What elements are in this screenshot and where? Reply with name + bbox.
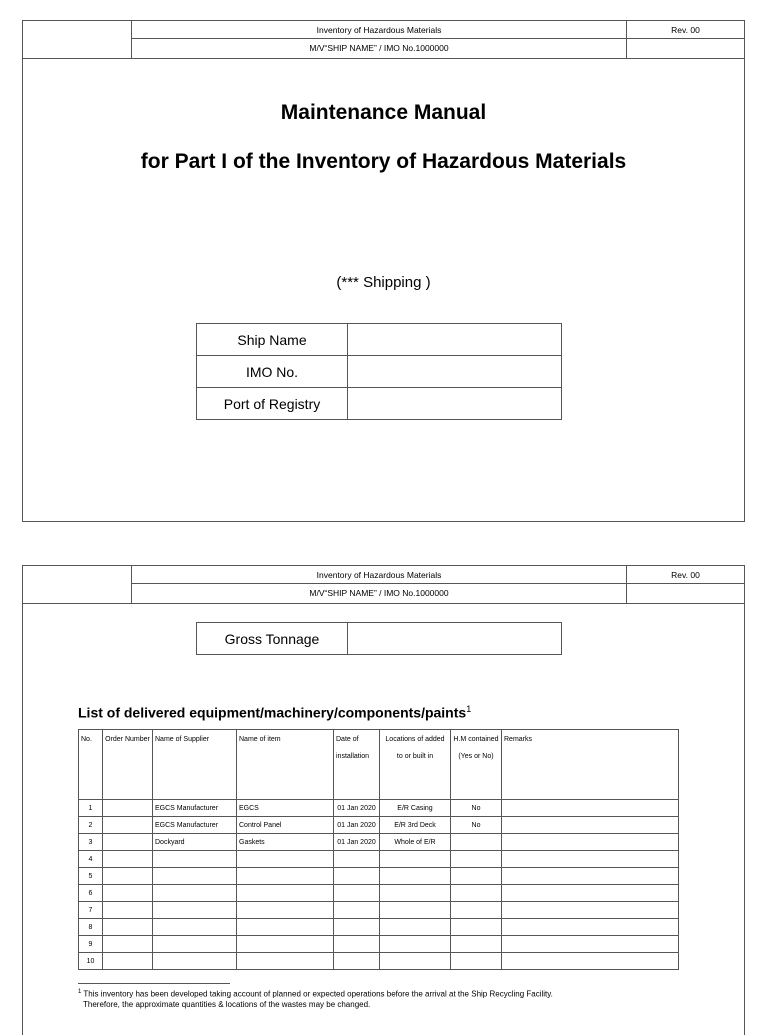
header-revision: Rev. 00: [627, 21, 744, 39]
gross-tonnage-row: [197, 623, 562, 655]
row-location: [380, 919, 451, 936]
ship-name-label: Ship Name: [197, 324, 348, 356]
row-remarks: [502, 953, 679, 970]
header-ship-imo: M/V“SHIP NAME” / IMO No.1000000: [309, 588, 449, 598]
table-row: [79, 885, 679, 902]
col-header-location: Locations of added to or built in: [380, 730, 451, 800]
header-logo-cell: [23, 21, 132, 59]
table-row: [79, 851, 679, 868]
row-item: [237, 885, 334, 902]
row-date: 01 Jan 2020: [334, 834, 380, 851]
row-remarks: [502, 834, 679, 851]
row-supplier: [153, 936, 237, 953]
row-supplier: Dockyard: [153, 834, 237, 851]
row-no: 2: [79, 817, 103, 834]
equipment-table: [78, 729, 679, 970]
row-location: [380, 868, 451, 885]
table-row: [79, 936, 679, 953]
page-header: [23, 566, 744, 604]
row-remarks: [502, 817, 679, 834]
header-revision-block: [626, 21, 744, 59]
row-item: [237, 902, 334, 919]
row-item: [237, 851, 334, 868]
row-supplier: [153, 851, 237, 868]
header-ship-imo: M/V“SHIP NAME” / IMO No.1000000: [309, 43, 449, 53]
company-name: (*** Shipping ): [336, 274, 431, 291]
port-label: Port of Registry: [197, 388, 348, 420]
port-row: [197, 388, 562, 420]
row-order-number: [103, 800, 153, 817]
row-date: [334, 885, 380, 902]
equipment-table-body: [79, 800, 679, 970]
footnote-reference: 1: [466, 704, 472, 714]
header-title: Inventory of Hazardous Materials: [132, 566, 626, 584]
row-hm-contained: [451, 936, 502, 953]
row-location: [380, 936, 451, 953]
header-title: Inventory of Hazardous Materials: [132, 21, 626, 39]
footnote-line-1: [78, 987, 718, 1000]
row-remarks: [502, 919, 679, 936]
col-header-supplier: Name of Supplier: [153, 730, 237, 800]
row-hm-contained: [451, 834, 502, 851]
row-supplier: [153, 953, 237, 970]
row-date: [334, 902, 380, 919]
row-location: [380, 902, 451, 919]
table-row: [79, 868, 679, 885]
table-row: [79, 800, 679, 817]
row-supplier: EGCS Manufacturer: [153, 817, 237, 834]
cover-page: [22, 20, 745, 522]
row-no: 5: [79, 868, 103, 885]
row-no: 10: [79, 953, 103, 970]
row-remarks: [502, 800, 679, 817]
row-date: [334, 868, 380, 885]
row-item: [237, 936, 334, 953]
row-no: 8: [79, 919, 103, 936]
row-order-number: [103, 885, 153, 902]
row-hm-contained: [451, 953, 502, 970]
header-logo-cell: [23, 566, 132, 604]
col-header-remarks: Remarks: [502, 730, 679, 800]
row-supplier: [153, 902, 237, 919]
row-hm-contained: No: [451, 800, 502, 817]
row-order-number: [103, 868, 153, 885]
row-no: 3: [79, 834, 103, 851]
row-item: [237, 953, 334, 970]
row-hm-contained: [451, 885, 502, 902]
row-item: [237, 868, 334, 885]
row-hm-contained: [451, 919, 502, 936]
row-location: E/R 3rd Deck: [380, 817, 451, 834]
row-no: 4: [79, 851, 103, 868]
table-row: [79, 817, 679, 834]
row-hm-contained: [451, 868, 502, 885]
row-date: [334, 953, 380, 970]
row-item: Gaskets: [237, 834, 334, 851]
table-row: [79, 902, 679, 919]
equipment-list-title-text: List of delivered equipment/machinery/components/paints: [78, 704, 467, 721]
header-title-block: [132, 21, 626, 59]
col-header-date: Date of installation: [334, 730, 380, 800]
row-order-number: [103, 919, 153, 936]
col-header-order-number: Order Number: [103, 730, 153, 800]
col-header-no: No.: [79, 730, 103, 800]
col-header-hm-contained: H.M contained (Yes or No): [451, 730, 502, 800]
footnote-text-1: This inventory has been developed taking account of planned or expected operations before the arrival at the Ship Recycling Facility.: [83, 989, 553, 999]
document-title: Maintenance Manual: [280, 101, 487, 124]
row-item: [237, 919, 334, 936]
row-hm-contained: [451, 902, 502, 919]
ship-name-value: [348, 324, 562, 356]
table-row: [79, 919, 679, 936]
row-order-number: [103, 834, 153, 851]
row-supplier: [153, 919, 237, 936]
document-subtitle: for Part I of the Inventory of Hazardous Materials: [140, 150, 627, 173]
row-supplier: EGCS Manufacturer: [153, 800, 237, 817]
row-order-number: [103, 902, 153, 919]
row-no: 9: [79, 936, 103, 953]
equipment-list-title: [78, 704, 471, 721]
ship-name-row: [197, 324, 562, 356]
row-item: EGCS: [237, 800, 334, 817]
row-location: Whole of E/R: [380, 834, 451, 851]
page-header: [23, 21, 744, 59]
gross-tonnage-value: [348, 623, 562, 655]
row-location: [380, 953, 451, 970]
ship-info-table: [196, 323, 562, 420]
row-remarks: [502, 885, 679, 902]
row-remarks: [502, 936, 679, 953]
header-title-block: [132, 566, 626, 604]
row-item: Control Panel: [237, 817, 334, 834]
table-row: [79, 953, 679, 970]
imo-row: [197, 356, 562, 388]
row-no: 7: [79, 902, 103, 919]
row-supplier: [153, 885, 237, 902]
row-order-number: [103, 936, 153, 953]
row-location: [380, 885, 451, 902]
row-remarks: [502, 902, 679, 919]
col-header-item: Name of item: [237, 730, 334, 800]
row-location: [380, 851, 451, 868]
row-date: 01 Jan 2020: [334, 817, 380, 834]
equipment-list-page: [22, 565, 745, 1035]
footnote: [78, 987, 718, 1010]
row-order-number: [103, 851, 153, 868]
equipment-table-header: [79, 730, 679, 800]
row-location: E/R Casing: [380, 800, 451, 817]
row-date: [334, 936, 380, 953]
port-value: [348, 388, 562, 420]
gross-tonnage-table: [196, 622, 562, 655]
table-row: [79, 834, 679, 851]
footnote-mark: 1: [78, 989, 82, 995]
row-order-number: [103, 817, 153, 834]
row-supplier: [153, 868, 237, 885]
imo-label: IMO No.: [197, 356, 348, 388]
row-no: 1: [79, 800, 103, 817]
row-hm-contained: No: [451, 817, 502, 834]
row-date: [334, 919, 380, 936]
row-date: [334, 851, 380, 868]
row-remarks: [502, 851, 679, 868]
header-revision: Rev. 00: [627, 566, 744, 584]
row-remarks: [502, 868, 679, 885]
footnote-divider: [78, 983, 230, 984]
gross-tonnage-label: Gross Tonnage: [197, 623, 348, 655]
row-date: 01 Jan 2020: [334, 800, 380, 817]
header-revision-block: [626, 566, 744, 604]
row-no: 6: [79, 885, 103, 902]
footnote-line-2: Therefore, the approximate quantities & locations of the wastes may be changed.: [83, 999, 371, 1009]
imo-value: [348, 356, 562, 388]
row-hm-contained: [451, 851, 502, 868]
row-order-number: [103, 953, 153, 970]
